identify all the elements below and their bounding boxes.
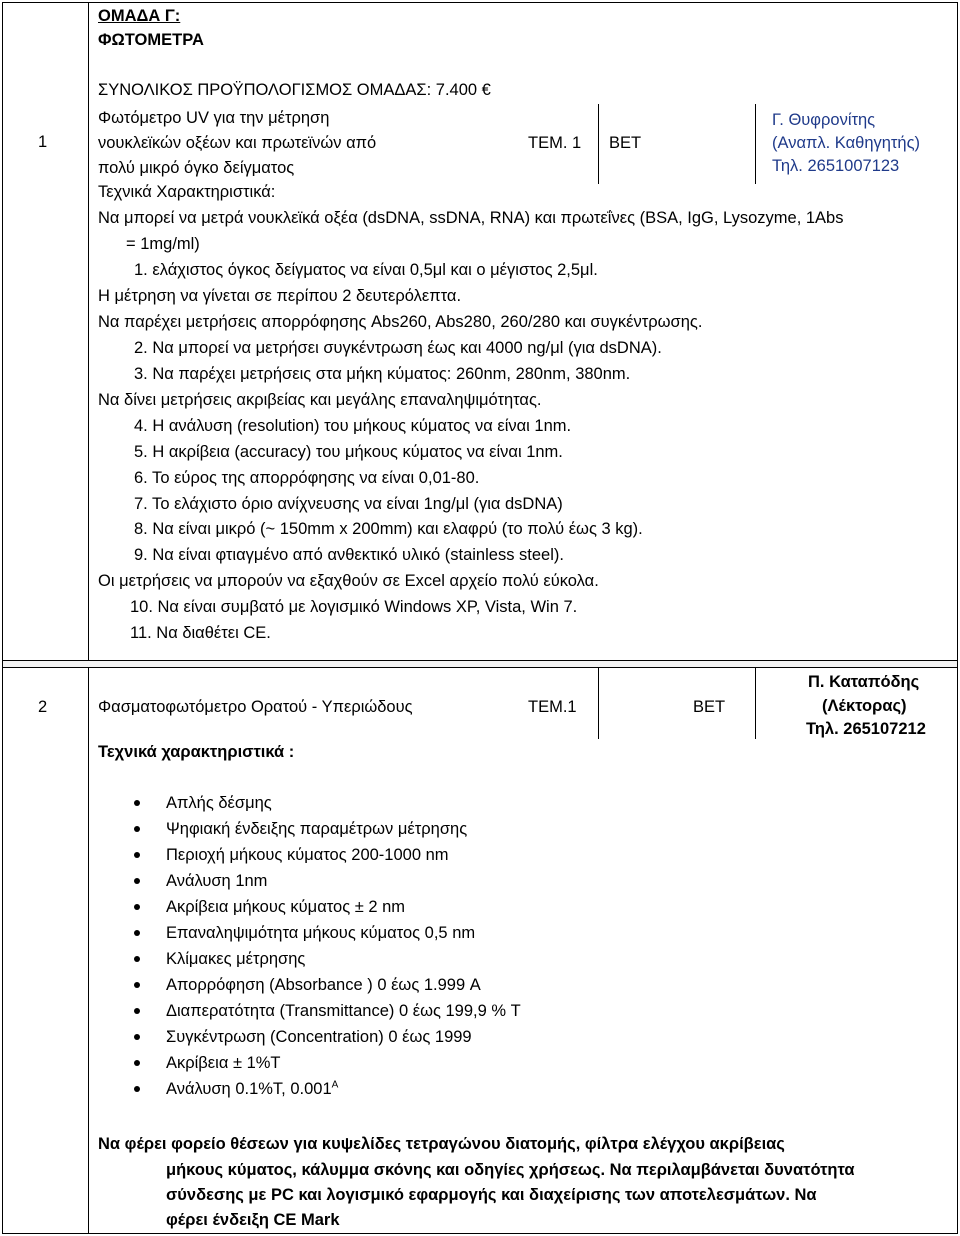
spec-line: Να παρέχει μετρήσεις απορρόφησης Abs260, Abs280, 260/280 και συγκέντρωσης. [98, 313, 703, 331]
bullet-marker [134, 826, 140, 832]
bullet-marker [134, 904, 140, 910]
spec-line: Η μέτρηση να γίνεται σε περίπου 2 δευτερόλεπτα. [98, 287, 462, 305]
spec-line: 6. Το εύρος της απορρόφησης να είναι 0,01-80. [134, 469, 480, 487]
table-border-right [957, 2, 958, 1234]
table-border-top [2, 2, 958, 3]
bullet-item: Συγκέντρωση (Concentration) 0 έως 1999 [166, 1028, 472, 1046]
bullet-item: Επαναληψιμότητα μήκους κύματος 0,5 nm [166, 924, 476, 942]
bullet-marker [134, 1086, 140, 1092]
spec-line: 2. Να μπορεί να μετρήσει συγκέντρωση έως και 4000 ng/μl (για dsDNA). [134, 339, 662, 357]
bullet-marker [134, 1034, 140, 1040]
spec-line: = 1mg/ml) [126, 235, 200, 253]
bullet-item: Διαπερατότητα (Transmittance) 0 έως 199,9 % T [166, 1002, 521, 1020]
spec-line: Οι μετρήσεις να μπορούν να εξαχθούν σε Excel αρχείο πολύ εύκολα. [98, 572, 599, 590]
spec-line: 10. Να είναι συμβατό με λογισμικό Windows XP, Vista, Win 7. [130, 598, 578, 616]
item1-qty-cell-left [598, 104, 599, 184]
spec-line: 8. Να είναι μικρό (~ 150mm x 200mm) και ελαφρύ (το πολύ έως 3 kg). [134, 520, 643, 538]
spec-line: 4. Η ανάλυση (resolution) του μήκους κύματος να είναι 1nm. [134, 417, 572, 435]
item1-contact-role: (Αναπλ. Καθηγητής) [772, 134, 921, 152]
spec-line: 9. Να είναι φτιαγμένο από ανθεκτικό υλικό (stainless steel). [134, 546, 564, 564]
item2-contact-name: Π. Καταπόδης [808, 673, 920, 691]
item1-specs-heading: Τεχνικά Χαρακτηριστικά: [98, 183, 276, 201]
item2-quantity: ΤΕΜ.1 [528, 698, 577, 716]
item1-contact-name: Γ. Θυφρονίτης [772, 111, 876, 129]
footer-line: σύνδεσης με PC και λογισμικό εφαρμογής και διαχείρισης των αποτελεσμάτων. Να [166, 1186, 817, 1204]
bullet-item: Ακρίβεια μήκους κύματος ± 2 nm [166, 898, 406, 916]
item2-title: Φασματοφωτόμετρο Ορατού - Υπεριώδους [98, 698, 413, 716]
item2-contact-role: (Λέκτορας) [822, 697, 907, 715]
bullet-item: Απορρόφηση (Absorbance ) 0 έως 1.999 A [166, 976, 481, 994]
group-label: ΟΜΑΔΑ Γ: [98, 7, 181, 25]
superscript: A [331, 1079, 339, 1091]
table-border-left [2, 2, 3, 1234]
spec-line: Να μπορεί να μετρά νουκλεϊκά οξέα (dsDNA, ssDNA, RNA) και πρωτεΐνες (BSA, IgG, Lysozyme, 1Abs [98, 209, 844, 227]
bullet-item [166, 1079, 338, 1099]
item1-title-line: πολύ μικρό όγκο δείγματος [98, 159, 295, 177]
bullet-marker [134, 1008, 140, 1014]
bullet-marker [134, 956, 140, 962]
item2-number: 2 [38, 698, 48, 716]
item1-location: ΒΕΤ [609, 134, 642, 152]
item2-qty-cell-right [755, 667, 756, 739]
bullet-marker [134, 1060, 140, 1066]
bullet-item: Ανάλυση 1nm [166, 872, 268, 890]
item1-contact-phone: Τηλ. 2651007123 [772, 157, 900, 175]
bullet-marker [134, 878, 140, 884]
bullet-item: Ψηφιακή ένδειξης παραμέτρων μέτρησης [166, 820, 468, 838]
spec-line: 1. ελάχιστος όγκος δείγματος να είναι 0,5μl και ο μέγιστος 2,5μl. [134, 261, 598, 279]
bullet-marker [134, 930, 140, 936]
spec-line: Να δίνει μετρήσεις ακριβείας και μεγάλης επαναληψιμότητας. [98, 391, 542, 409]
bullet-item: Περιοχή μήκους κύματος 200-1000 nm [166, 846, 449, 864]
bullet-item: Κλίμακες μέτρησης [166, 950, 306, 968]
group-budget: ΣΥΝΟΛΙΚΟΣ ΠΡΟΫΠΟΛΟΓΙΣΜΟΣ ΟΜΑΔΑΣ: 7.400 € [98, 81, 491, 99]
bullet-marker [134, 800, 140, 806]
item2-contact-phone: Τηλ. 265107212 [806, 720, 926, 738]
number-column-divider [88, 2, 89, 1234]
spec-line: 7. Το ελάχιστο όριο ανίχνευσης να είναι 1ng/μl (για dsDNA) [134, 495, 563, 513]
spec-line: 5. Η ακρίβεια (accuracy) του μήκους κύματος να είναι 1nm. [134, 443, 563, 461]
bullet-marker [134, 852, 140, 858]
footer-line: Να φέρει φορείο θέσεων για κυψελίδες τετραγώνου διατομής, φίλτρα ελέγχου ακρίβειας [98, 1135, 785, 1153]
table-border-bottom [2, 1233, 958, 1234]
group-title: ΦΩΤΟΜΕΤΡΑ [98, 31, 204, 49]
spec-line: 3. Να παρέχει μετρήσεις στα μήκη κύματος: 260nm, 280nm, 380nm. [134, 365, 631, 383]
item2-location: ΒΕΤ [693, 698, 726, 716]
spec-line: 11. Να διαθέτει CE. [130, 624, 271, 642]
item-separator-bottom [2, 667, 958, 668]
bullet-item: Ακρίβεια ± 1%T [166, 1054, 281, 1072]
footer-line: φέρει ένδειξη CE Mark [166, 1211, 340, 1229]
item1-quantity: ΤΕΜ. 1 [528, 134, 582, 152]
bullet-marker [134, 982, 140, 988]
item-separator-shade [3, 661, 957, 667]
item1-qty-cell-right [755, 104, 756, 184]
item1-number: 1 [38, 133, 48, 151]
item1-title-line: νουκλεϊκών οξέων και πρωτεϊνών από [98, 134, 377, 152]
item1-title-line: Φωτόμετρο UV για την μέτρηση [98, 109, 330, 127]
bullet-item-text: Ανάλυση 0.1%T, 0.001 [166, 1080, 332, 1098]
bullet-item: Απλής δέσμης [166, 794, 272, 812]
footer-line: μήκους κύματος, κάλυμμα σκόνης και οδηγίες χρήσεως. Να περιλαμβάνεται δυνατότητα [166, 1161, 855, 1179]
item2-specs-heading: Τεχνικά χαρακτηριστικά : [98, 743, 295, 761]
item2-qty-cell-left [598, 667, 599, 739]
